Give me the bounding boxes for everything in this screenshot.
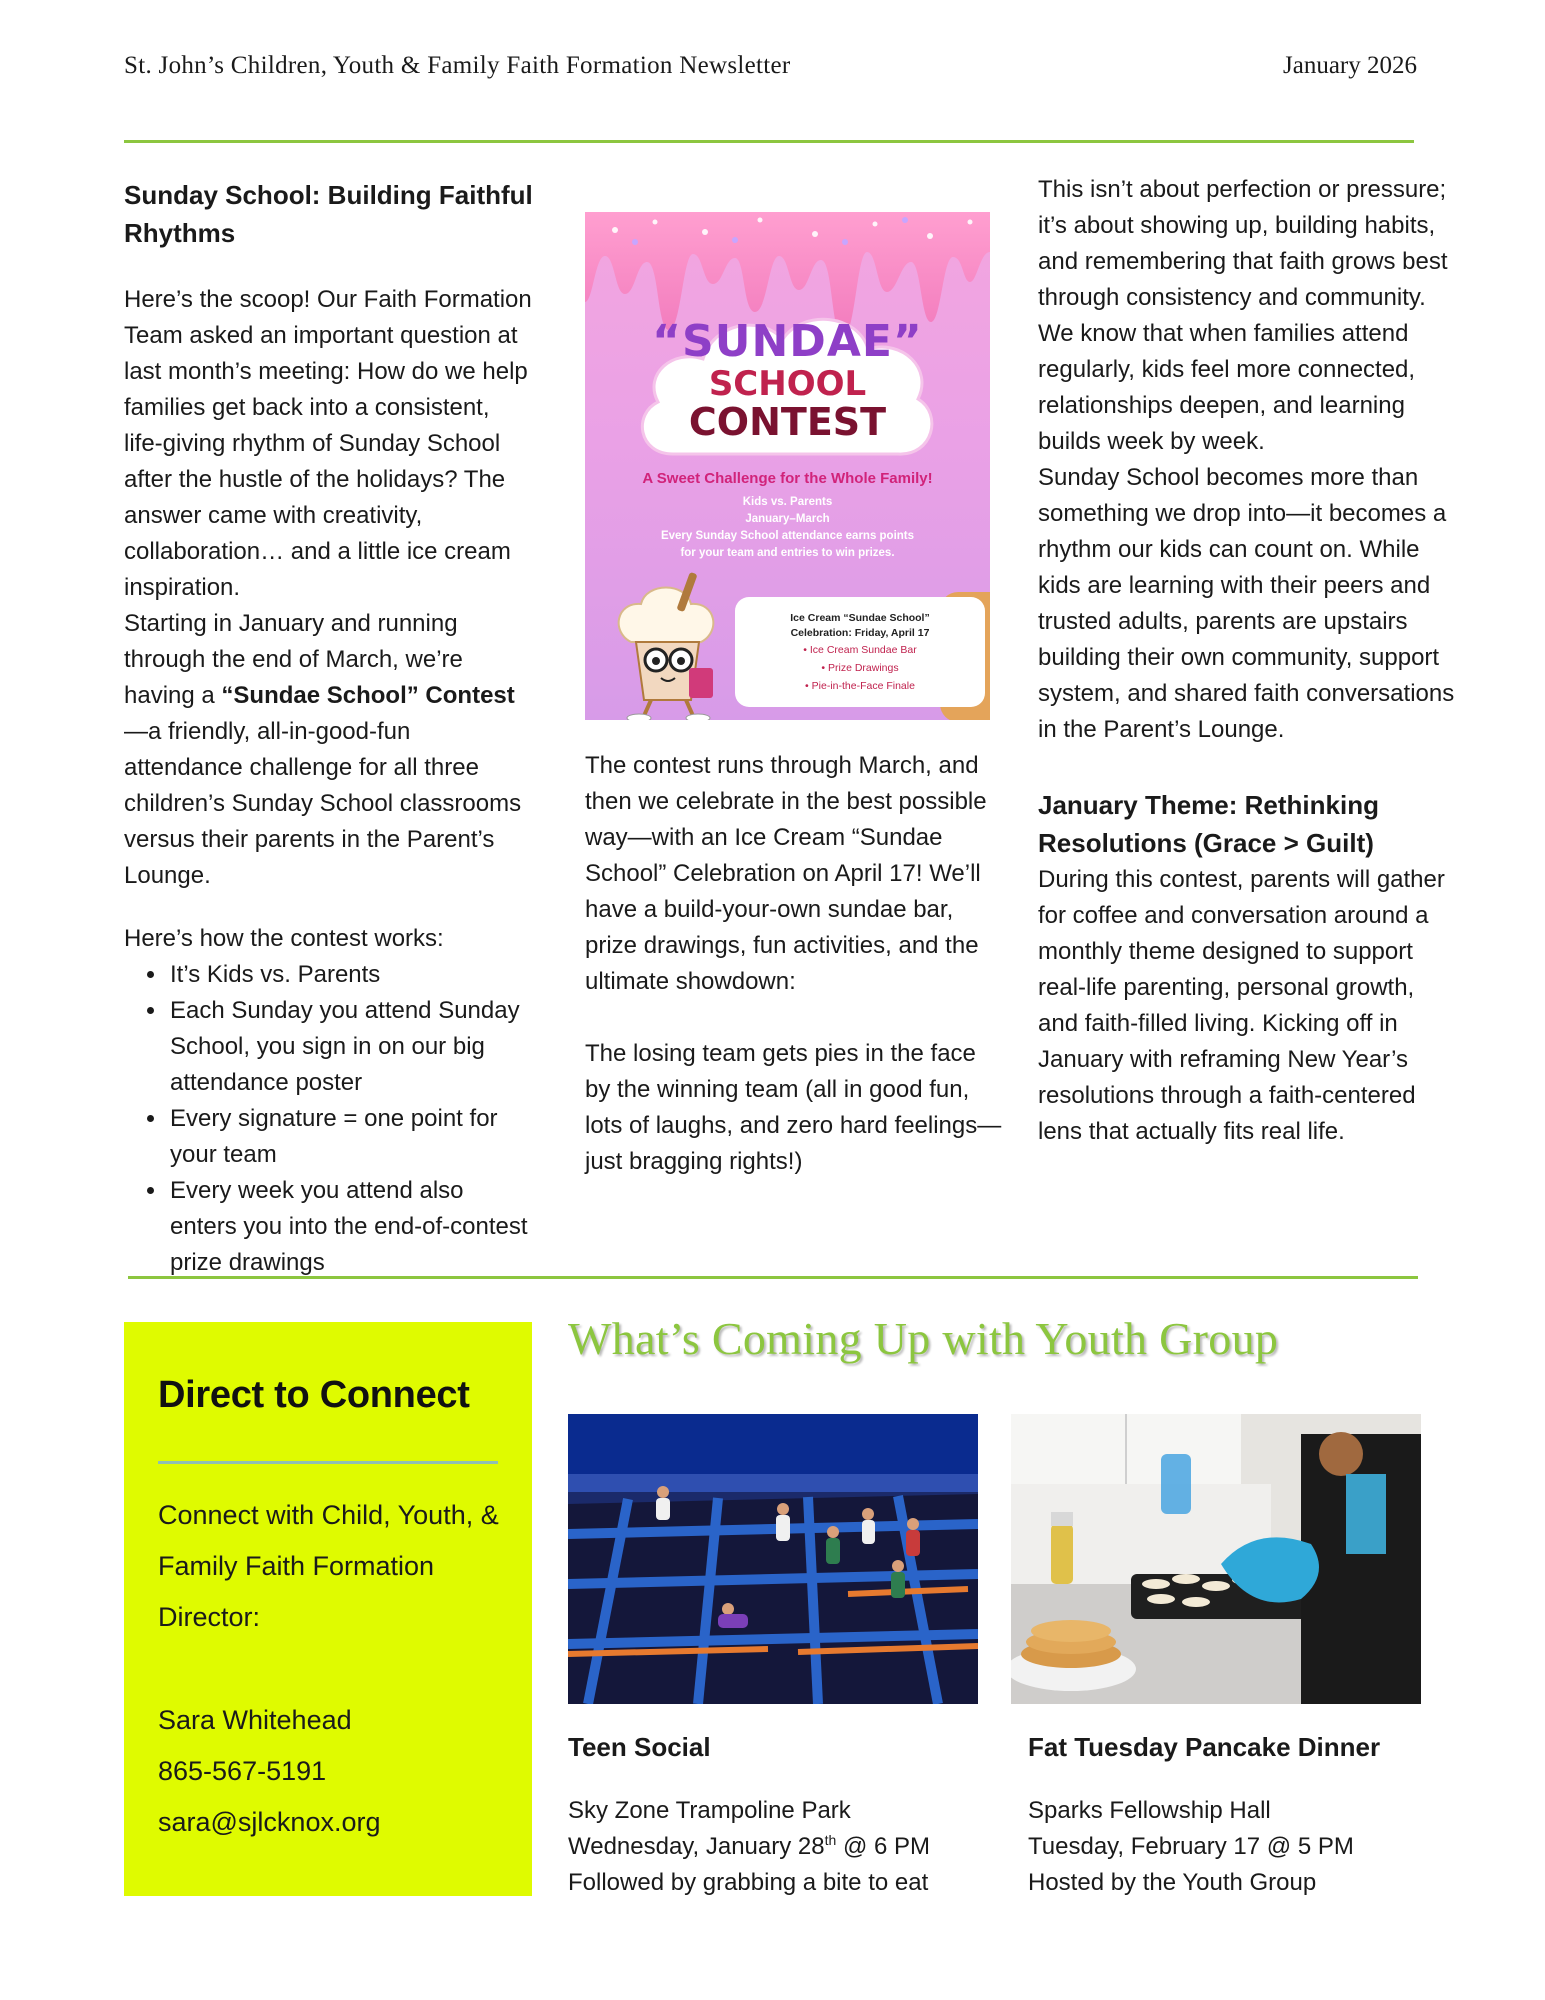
contest-intro xyxy=(124,606,534,894)
teen-social-date xyxy=(568,1829,988,1865)
teen-social-time: @ 6 PM xyxy=(836,1833,931,1860)
list-item: • Every signature = one point for your team xyxy=(168,1101,534,1173)
celebration-item: • Prize Drawings xyxy=(821,662,899,674)
connect-details xyxy=(158,1490,518,1848)
sunday-school-intro: Here’s the scoop! Our Faith Formation Team asked an important question at last month’s meeting: How do we help families get back into a consistent, life-giving rhythm of Sunday School after the hustle of the holidays? The answer came with creativity, collaboration… and a little ice cream inspiration. xyxy=(124,286,532,601)
header-divider xyxy=(124,140,1414,143)
poster-info-line: January–March xyxy=(745,513,830,525)
poster-info-line: Every Sunday School attendance earns points xyxy=(660,530,915,542)
contest-intro-a: Starting in January and running through the end of March, we’re having a xyxy=(124,610,463,709)
trampoline-park-photo xyxy=(568,1414,978,1704)
connect-intro: Connect with Child, Youth, & Family Faith Formation Director: xyxy=(158,1500,499,1632)
pancake-dinner-event xyxy=(1028,1732,1428,1901)
celebration-item: • Pie-in-the-Face Finale xyxy=(805,680,915,692)
pancake-dinner-title: Fat Tuesday Pancake Dinner xyxy=(1028,1732,1381,1762)
pancake-scene-graphic xyxy=(1011,1414,1421,1704)
director-name: Sara Whitehead xyxy=(158,1705,352,1735)
poster-tagline: A Sweet Challenge for the Whole Family! xyxy=(642,470,933,487)
director-phone[interactable]: 865-567-5191 xyxy=(158,1756,327,1786)
celebration-paragraph: The contest runs through March, and then we celebrate in the best possible way—with an Ice Cream “Sundae School” Celebration on April 17! We’ll have a build-your-own sundae bar, prize drawings, fun activities, and the ultimate showdown: xyxy=(585,752,987,995)
celebration-info-box xyxy=(735,597,985,707)
sunday-school-heading: Sunday School: Building Faithful Rhythms xyxy=(124,180,533,248)
connect-title: Direct to Connect xyxy=(158,1374,470,1416)
list-item: • It’s Kids vs. Parents xyxy=(168,957,534,993)
january-theme-paragraph: During this contest, parents will gather for coffee and conversation around a monthly theme designed to support real-life parenting, personal growth, and faith-filled living. Kicking off in January with reframing New Year’s resolutions through a faith-centered lens that actually fits real life. xyxy=(1038,866,1445,1145)
list-item: • Every week you attend also enters you into the end-of-contest prize drawings xyxy=(168,1173,534,1281)
sundae-school-poster xyxy=(585,212,990,720)
teen-social-date-suffix: th xyxy=(824,1832,837,1848)
poster-title-school: SCHOOL xyxy=(708,364,867,404)
teen-social-location: Sky Zone Trampoline Park xyxy=(568,1797,851,1824)
january-theme-heading: January Theme: Rethinking Resolutions (Grace > Guilt) xyxy=(1038,790,1379,858)
trampoline-scene-graphic xyxy=(568,1414,978,1704)
celebration-item: • Ice Cream Sundae Bar xyxy=(803,644,917,656)
howto-intro: Here’s how the contest works: xyxy=(124,925,444,952)
contest-celebration-column xyxy=(585,748,1005,1180)
celebration-title-line: Celebration: Friday, April 17 xyxy=(790,627,930,639)
poster-title-contest: CONTEST xyxy=(688,400,887,444)
poster-info xyxy=(595,494,980,562)
poster-info-line: Kids vs. Parents xyxy=(742,496,833,508)
poster-title-sundae: “SUNDAE” xyxy=(652,316,923,367)
newsletter-date: January 2026 xyxy=(1283,52,1417,79)
celebration-title-line: Ice Cream “Sundae School” xyxy=(790,612,930,624)
teen-social-title: Teen Social xyxy=(568,1732,711,1762)
consistency-paragraph: This isn’t about perfection or pressure; it’s about showing up, building habits, and remembering that faith grows best through consistency and community. We know that when families attend regularly, kids feel more connected, relationships deepen, and learning builds week by week. xyxy=(1038,176,1448,455)
youth-group-heading: What’s Coming Up with Youth Group xyxy=(568,1313,1279,1364)
teen-social-date-main: Wednesday, January 28 xyxy=(568,1833,825,1860)
pancake-dinner-date: Tuesday, February 17 @ 5 PM xyxy=(1028,1833,1354,1860)
pancake-dinner-note: Hosted by the Youth Group xyxy=(1028,1869,1317,1896)
sunday-school-column xyxy=(124,176,534,1281)
faith-rhythm-column xyxy=(1038,172,1458,1150)
teen-social-event xyxy=(568,1732,988,1901)
ice-cream-mascot-graphic xyxy=(591,572,741,720)
section-divider xyxy=(128,1276,1418,1279)
direct-to-connect-box xyxy=(124,1322,532,1896)
list-item: • Each Sunday you attend Sunday School, you sign in on our big attendance poster xyxy=(168,993,534,1101)
poster-info-line: for your team and entries to win prizes. xyxy=(680,547,895,559)
teen-social-note: Followed by grabbing a bite to eat xyxy=(568,1869,929,1896)
contest-intro-b: —a friendly, all-in-good-fun attendance challenge for all three children’s Sunday School classrooms versus their parents in the Parent’s Lounge. xyxy=(124,718,522,889)
newsletter-title: St. John’s Children, Youth & Family Faith Formation Newsletter xyxy=(124,52,791,79)
pancake-dinner-location: Sparks Fellowship Hall xyxy=(1028,1797,1271,1824)
contest-name: “Sundae School” Contest xyxy=(221,682,515,709)
director-email[interactable]: sara@sjlcknox.org xyxy=(158,1807,381,1837)
contest-rules-list xyxy=(124,957,534,1281)
connect-divider xyxy=(158,1461,498,1464)
parents-lounge-paragraph: Sunday School becomes more than something we drop into—it becomes a rhythm our kids can count on. While kids are learning with their peers and trusted adults, parents are upstairs building their own community, support system, and shared faith conversations in the Parent’s Lounge. xyxy=(1038,464,1455,743)
pancake-dinner-photo xyxy=(1011,1414,1421,1704)
showdown-paragraph: The losing team gets pies in the face by the winning team (all in good fun, lots of laughs, and zero hard feelings—just bragging rights!) xyxy=(585,1040,1002,1175)
